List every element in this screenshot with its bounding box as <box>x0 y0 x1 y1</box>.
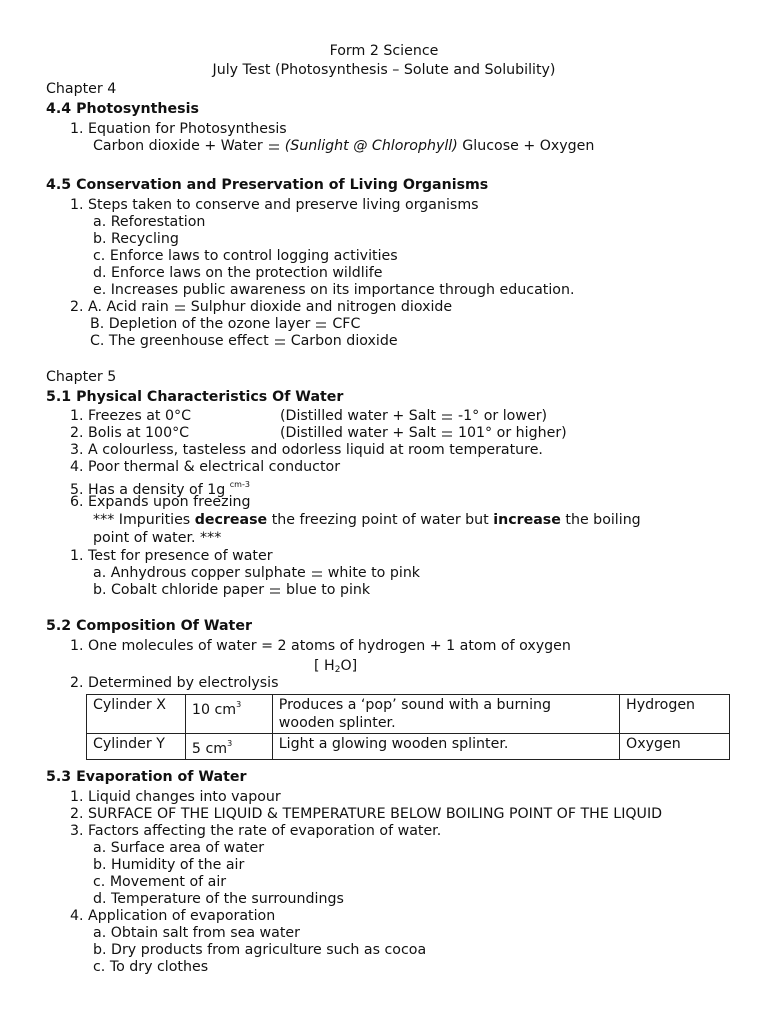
doc-title-line1: Form 2 Science <box>329 43 439 59</box>
item-text: 5. Has a density of 1g <box>70 482 226 498</box>
list-item-note <box>280 408 547 425</box>
list-item: d. Temperature of the surroundings <box>93 891 344 907</box>
list-item <box>90 316 360 333</box>
impurities-note-cont: point of water. *** <box>93 530 222 546</box>
table-row <box>87 734 730 760</box>
list-item-note <box>280 425 567 442</box>
note-value: -1° or lower) <box>457 408 548 424</box>
list-item: 6. Expands upon freezing <box>70 494 251 510</box>
emphasis-text: decrease <box>194 512 268 528</box>
item-value: blue to pink <box>286 582 371 598</box>
doc-title-line2: July Test (Photosynthesis – Solute and Solubility) <box>212 62 556 78</box>
list-item: a. Reforestation <box>93 214 206 230</box>
water-formula <box>314 658 357 679</box>
superscript-unit: cm-3 <box>229 480 250 489</box>
emphasis-text: increase <box>493 512 561 528</box>
yields-arrow-icon <box>269 144 279 150</box>
item-value: white to pink <box>327 565 421 581</box>
item-label: 2. A. Acid rain <box>70 299 169 315</box>
list-item: a. Surface area of water <box>93 840 265 856</box>
table-cell: Hydrogen <box>620 695 730 734</box>
yields-arrow-icon <box>312 571 322 577</box>
superscript-unit: 3 <box>227 739 233 748</box>
cell-text: Produces a ‘pop’ sound with a burning <box>278 697 552 713</box>
list-item: b. Humidity of the air <box>93 857 245 873</box>
item-label: B. Depletion of the ozone layer <box>90 316 311 332</box>
list-item: 1. Liquid changes into vapour <box>70 789 281 805</box>
table-cell <box>185 734 272 760</box>
item-label: a. Anhydrous copper sulphate <box>93 565 306 581</box>
electrolysis-table <box>86 694 730 760</box>
note-text: (Distilled water + Salt <box>280 425 436 441</box>
list-item <box>90 333 398 350</box>
list-item: d. Enforce laws on the protection wildlife <box>93 265 383 281</box>
formula-text: O] <box>340 658 358 674</box>
list-item: 1. Steps taken to conserve and preserve living organisms <box>70 197 479 213</box>
yields-arrow-icon <box>316 322 326 328</box>
impurities-note <box>93 512 641 529</box>
yields-arrow-icon <box>270 588 280 594</box>
list-item: c. To dry clothes <box>93 959 209 975</box>
item-label: b. Cobalt chloride paper <box>93 582 265 598</box>
list-item: 2. SURFACE OF THE LIQUID & TEMPERATURE BELOW BOILING POINT OF THE LIQUID <box>70 806 663 822</box>
note-text: the freezing point of water but <box>271 512 489 528</box>
list-item: 3. Factors affecting the rate of evaporation of water. <box>70 823 442 839</box>
table-row <box>87 695 730 734</box>
item-value: Carbon dioxide <box>290 333 398 349</box>
note-value: 101° or higher) <box>457 425 567 441</box>
list-item: b. Recycling <box>93 231 179 247</box>
item-value: CFC <box>332 316 361 332</box>
table-cell: Light a glowing wooden splinter. <box>272 734 619 760</box>
note-text: the boiling <box>565 512 641 528</box>
list-item: e. Increases public awareness on its importance through education. <box>93 282 575 298</box>
equation-products: Glucose + Oxygen <box>462 138 595 154</box>
cell-text: 5 cm <box>191 741 228 757</box>
list-item: 2. Determined by electrolysis <box>70 675 279 691</box>
yields-arrow-icon <box>442 414 452 420</box>
list-item: 1. Equation for Photosynthesis <box>70 121 287 137</box>
yields-arrow-icon <box>442 431 452 437</box>
yields-arrow-icon <box>275 339 285 345</box>
formula-subscript: 2 <box>334 665 341 675</box>
yields-arrow-icon <box>175 305 185 311</box>
chapter5-heading: Chapter 5 <box>46 369 117 385</box>
list-item <box>93 565 420 582</box>
item-label: C. The greenhouse effect <box>90 333 269 349</box>
equation-reactants: Carbon dioxide + Water <box>93 138 263 154</box>
superscript-unit: 3 <box>236 700 242 709</box>
list-item: 1. Freezes at 0°C <box>70 408 192 424</box>
section-5-2-heading: 5.2 Composition Of Water <box>46 618 252 634</box>
cell-text: wooden splinter. <box>278 715 396 731</box>
list-item: 1. Test for presence of water <box>70 548 273 564</box>
table-cell: Oxygen <box>620 734 730 760</box>
list-item: 1. One molecules of water = 2 atoms of hydrogen + 1 atom of oxygen <box>70 638 571 654</box>
section-4-5-heading: 4.5 Conservation and Preservation of Living Organisms <box>46 177 489 193</box>
formula-text: [ H <box>314 658 335 674</box>
table-cell: Cylinder X <box>87 695 186 734</box>
list-item: 2. Bolis at 100°C <box>70 425 190 441</box>
note-text: (Distilled water + Salt <box>280 408 436 424</box>
list-item: 4. Application of evaporation <box>70 908 276 924</box>
table-cell <box>185 695 272 734</box>
cell-text: 10 cm <box>191 702 237 718</box>
section-5-3-heading: 5.3 Evaporation of Water <box>46 769 247 785</box>
list-item: 3. A colourless, tasteless and odorless liquid at room temperature. <box>70 442 543 458</box>
list-item: 4. Poor thermal & electrical conductor <box>70 459 341 475</box>
list-item: b. Dry products from agriculture such as cocoa <box>93 942 427 958</box>
section-4-4-heading: 4.4 Photosynthesis <box>46 101 199 117</box>
note-text: *** Impurities <box>93 512 191 528</box>
list-item <box>70 299 452 316</box>
list-item <box>93 582 370 599</box>
table-cell <box>272 695 619 734</box>
list-item: c. Enforce laws to control logging activities <box>93 248 398 264</box>
chapter4-heading: Chapter 4 <box>46 81 117 97</box>
item-value: Sulphur dioxide and nitrogen dioxide <box>190 299 453 315</box>
equation-condition: (Sunlight @ Chlorophyll) <box>284 138 458 154</box>
table-cell: Cylinder Y <box>87 734 186 760</box>
section-5-1-heading: 5.1 Physical Characteristics Of Water <box>46 389 344 405</box>
list-item: c. Movement of air <box>93 874 227 890</box>
photosynthesis-equation <box>93 138 594 155</box>
list-item: a. Obtain salt from sea water <box>93 925 300 941</box>
